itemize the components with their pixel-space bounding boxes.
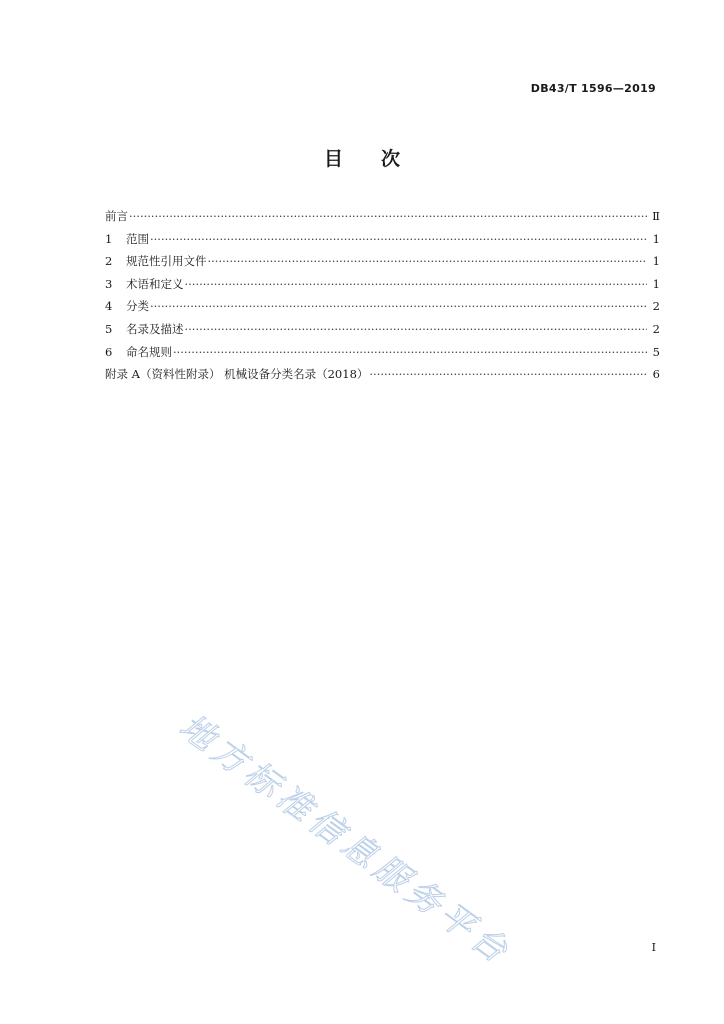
toc-leader-dots [173,341,647,364]
page-title [0,144,724,171]
toc-entry-page: 1 [652,276,660,291]
watermark: 地方标准信息服务平台 [171,706,519,974]
toc-entry-page: 6 [652,367,660,382]
toc-entry-number: 1 [105,231,113,246]
toc-entry-label: 术语和定义 [126,276,184,291]
toc-leader-dots [150,228,647,251]
toc-entry-page: 2 [652,299,660,314]
toc-entry-label: 范围 [126,231,149,246]
toc-entry-label: 分类 [126,299,149,314]
toc-entry-label: 规范性引用文件 [126,254,207,269]
toc-entry-number: 2 [105,254,113,269]
toc-entry-number: 3 [105,276,113,291]
toc-entry-number: 4 [105,299,113,314]
toc-entry-catalog-description[interactable] [105,318,660,341]
toc-entry-classification[interactable] [105,295,660,318]
toc-entry-page: Ⅱ [652,209,660,223]
toc-entry-foreword[interactable] [105,205,660,228]
toc-entry-terms-definitions[interactable] [105,273,660,296]
toc-entry-page: 2 [652,321,660,336]
toc-entry-naming-rules[interactable] [105,341,660,364]
toc-entry-scope[interactable] [105,228,660,251]
standard-code: DB43/T 1596—2019 [530,82,656,95]
title-char-2: 次 [381,148,401,170]
toc-leader-dots [208,250,648,273]
page-number: I [651,941,656,954]
toc-entry-appendix-a[interactable] [105,363,660,386]
title-char-1: 目 [323,148,343,170]
toc-entry-page: 1 [652,254,660,269]
toc-leader-dots [185,318,648,341]
toc-entry-page: 5 [652,344,660,359]
toc-entry-label: 附录 A（资料性附录） 机械设备分类名录（2018） [105,367,369,382]
toc-entry-number: 5 [105,321,113,336]
toc-leader-dots [150,295,647,318]
toc-entry-normative-references[interactable] [105,250,660,273]
toc-leader-dots [129,205,647,228]
toc-leader-dots [185,273,648,296]
toc-entry-page: 1 [652,231,660,246]
toc-leader-dots [369,363,647,386]
toc-entry-label: 命名规则 [126,344,172,359]
toc-entry-number: 6 [105,344,113,359]
toc-entry-label: 名录及描述 [126,321,184,336]
toc-entry-label: 前言 [105,209,128,223]
table-of-contents [105,205,660,386]
